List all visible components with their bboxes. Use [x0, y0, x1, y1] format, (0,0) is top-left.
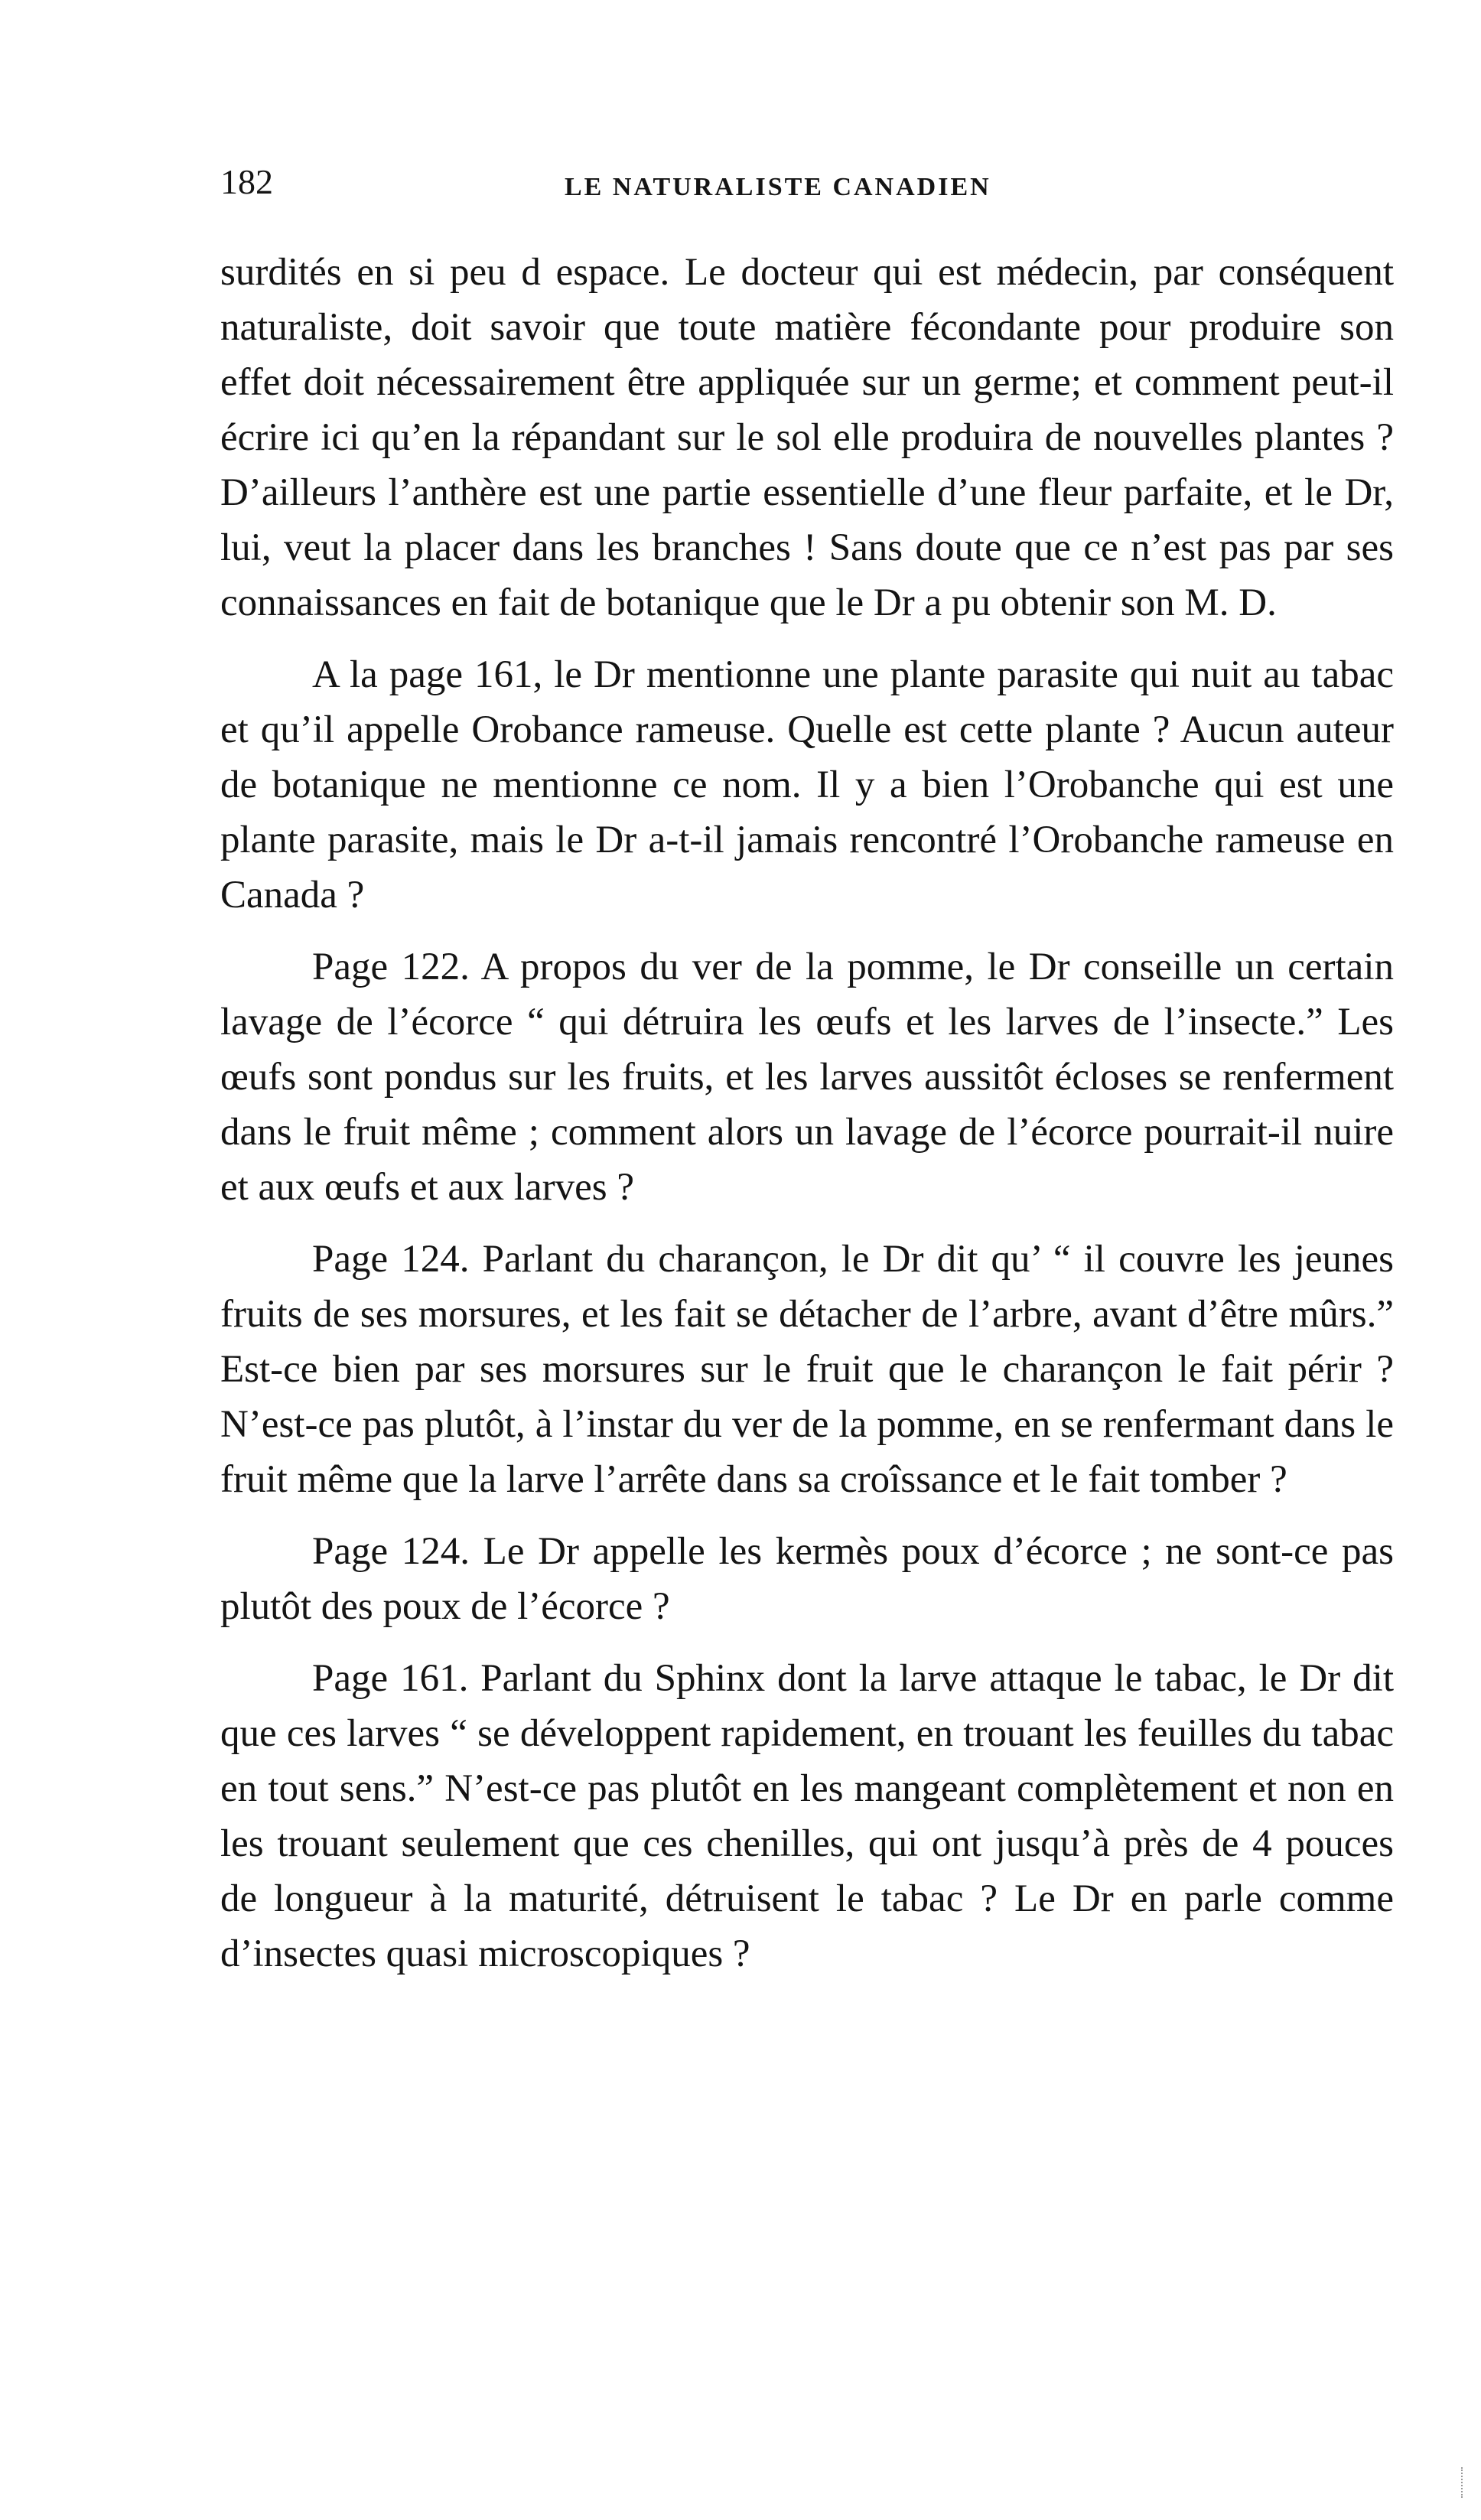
page-header — [220, 159, 1394, 213]
paragraph: A la page 161, le Dr mentionne une plante parasite qui nuit au tabac et qu’il appelle Orobance rameuse. Quelle est cette plante ? Aucun auteur de botanique ne mentionne ce nom. Il y a bien l’Orobanche qui est une plante parasite, mais le Dr a-t-il jamais rencontré l’Orobanche rameuse en Canada ? — [220, 653, 1394, 917]
page-number: 182 — [220, 162, 273, 201]
scan-edge-mark — [1461, 2467, 1470, 2498]
paragraph: Page 124. Le Dr appelle les kermès poux d’écorce ; ne sont-ce pas plutôt des poux de l’écorce ? — [220, 1530, 1394, 1628]
paragraph: Page 161. Parlant du Sphinx dont la larve attaque le tabac, le Dr dit que ces larves “ se développent rapidement, en trouant les feuilles du tabac en tout sens.” N’est-ce pas plutôt en les mangeant complètement et non en les trouant seulement que ces chenilles, qui ont jusqu’à près de 4 pouces de longueur à la maturité, détruisent le tabac ? Le Dr en parle comme d’insectes quasi microscopiques ? — [220, 1657, 1394, 1975]
paragraph: Page 122. A propos du ver de la pomme, le Dr conseille un certain lavage de l’écorce “ qui détruira les œufs et les larves de l’insecte.” Les œufs sont pondus sur les fruits, et les larves aussitôt écloses se renferment dans le fruit même ; comment alors un lavage de l’écorce pourrait-il nuire et aux œufs et aux larves ? — [220, 946, 1394, 1209]
paragraph: Page 124. Parlant du charançon, le Dr dit qu’ “ il couvre les jeunes fruits de ses morsures, et les fait se détacher de l’arbre, avant d’être mûrs.” Est-ce bien par ses morsures sur le fruit que le charançon le fait périr ? N’est-ce pas plutôt, à l’instar du ver de la pomme, en se renfermant dans le fruit même que la larve l’arrête dans sa croîssance et le fait tomber ? — [220, 1238, 1394, 1501]
paragraph: surdités en si peu d espace. Le docteur qui est médecin, par conséquent naturaliste, doit savoir que toute matière fécondante pour produire son effet doit nécessairement être appliquée sur un germe; et comment peut-il écrire ici qu’en la répandant sur le sol elle produira de nouvelles plantes ? D’ailleurs l’anthère est une partie essentielle d’une fleur parfaite, et le Dr, lui, veut la placer dans les branches ! Sans doute que ce n’est pas par ses connaissances en fait de botanique que le Dr a pu obtenir son M. D. — [220, 251, 1394, 624]
body-text — [220, 245, 1394, 1998]
running-title: LE NATURALISTE CANADIEN — [565, 173, 991, 201]
